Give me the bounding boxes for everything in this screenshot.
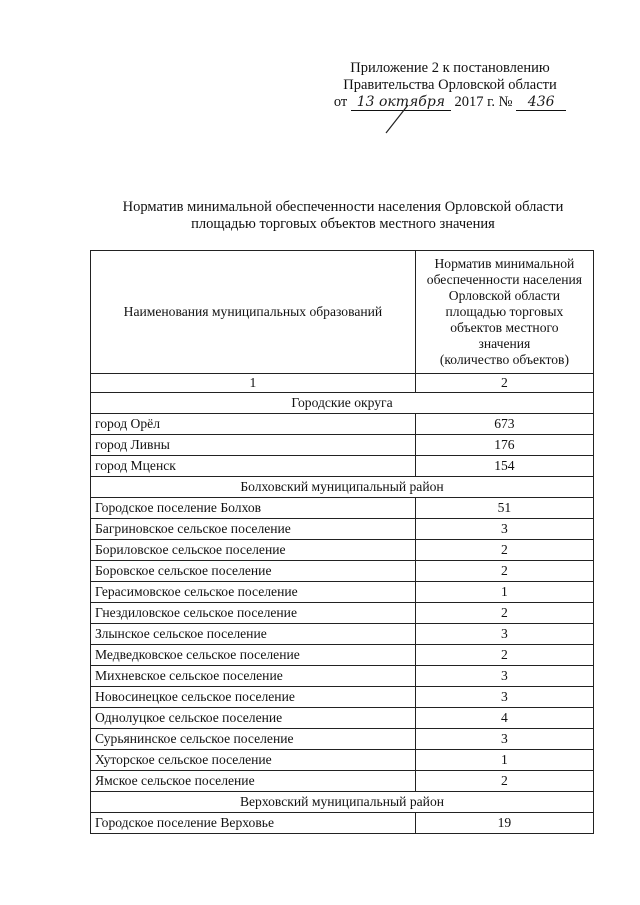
section-row xyxy=(91,792,594,813)
municipality-name: Однолуцкое сельское поселение xyxy=(91,708,416,729)
column-header-norm-line: обеспеченности населения xyxy=(426,272,583,287)
appendix-line-3 xyxy=(300,94,600,111)
table-row xyxy=(91,435,594,456)
table-row xyxy=(91,687,594,708)
table-row xyxy=(91,645,594,666)
norms-table xyxy=(90,250,594,834)
column-header-norm xyxy=(415,251,593,374)
column-header-norm-line: Орловской области xyxy=(448,288,561,303)
handwritten-date: 13 октября xyxy=(351,95,451,111)
table-row xyxy=(91,414,594,435)
norm-value: 176 xyxy=(415,435,593,456)
norm-value: 2 xyxy=(415,771,593,792)
column-number-2: 2 xyxy=(415,374,593,393)
table-row xyxy=(91,540,594,561)
table-header-row xyxy=(91,251,594,374)
table-row xyxy=(91,666,594,687)
municipality-name: Михневское сельское поселение xyxy=(91,666,416,687)
year-number-label: 2017 г. № xyxy=(454,94,513,110)
section-row xyxy=(91,393,594,414)
table-row xyxy=(91,771,594,792)
column-header-names: Наименования муниципальных образований xyxy=(91,251,416,374)
municipality-name: Хуторское сельское поселение xyxy=(91,750,416,771)
norm-value: 1 xyxy=(415,750,593,771)
municipality-name: Герасимовское сельское поселение xyxy=(91,582,416,603)
norm-value: 2 xyxy=(415,561,593,582)
table-row xyxy=(91,708,594,729)
column-header-norm-line: Норматив минимальной xyxy=(434,256,575,271)
table-row xyxy=(91,498,594,519)
norm-value: 1 xyxy=(415,582,593,603)
norm-value: 154 xyxy=(415,456,593,477)
municipality-name: Злынское сельское поселение xyxy=(91,624,416,645)
municipality-name: Багриновское сельское поселение xyxy=(91,519,416,540)
column-header-norm-line: объектов местного xyxy=(450,320,559,335)
table-row xyxy=(91,456,594,477)
norm-value: 19 xyxy=(415,813,593,834)
municipality-name: город Мценск xyxy=(91,456,416,477)
municipality-name: Сурьянинское сельское поселение xyxy=(91,729,416,750)
section-title: Городские округа xyxy=(91,393,594,414)
municipality-name: Медведковское сельское поселение xyxy=(91,645,416,666)
norm-value: 3 xyxy=(415,666,593,687)
signature-stroke xyxy=(382,103,412,137)
column-header-norm-line: значения xyxy=(478,336,531,351)
norm-value: 3 xyxy=(415,687,593,708)
date-prefix: от xyxy=(333,94,348,110)
norm-value: 2 xyxy=(415,540,593,561)
appendix-header xyxy=(300,60,600,111)
table-row xyxy=(91,750,594,771)
column-header-norm-line: (количество объектов) xyxy=(439,352,569,367)
column-header-norm-line: площадью торговых xyxy=(445,304,564,319)
document-title xyxy=(92,199,594,233)
norm-value: 3 xyxy=(415,729,593,750)
municipality-name: Городское поселение Верховье xyxy=(91,813,416,834)
title-line-2: площадью торговых объектов местного значения xyxy=(191,216,495,232)
municipality-name: Новосинецкое сельское поселение xyxy=(91,687,416,708)
norm-value: 4 xyxy=(415,708,593,729)
section-row xyxy=(91,477,594,498)
municipality-name: Боровское сельское поселение xyxy=(91,561,416,582)
appendix-line-2: Правительства Орловской области xyxy=(343,77,557,93)
norm-value: 2 xyxy=(415,645,593,666)
column-number-1: 1 xyxy=(91,374,416,393)
table-row xyxy=(91,561,594,582)
municipality-name: Бориловское сельское поселение xyxy=(91,540,416,561)
table-row xyxy=(91,519,594,540)
municipality-name: Гнездиловское сельское поселение xyxy=(91,603,416,624)
norm-value: 673 xyxy=(415,414,593,435)
table-row xyxy=(91,624,594,645)
norm-value: 3 xyxy=(415,519,593,540)
municipality-name: город Ливны xyxy=(91,435,416,456)
municipality-name: Ямское сельское поселение xyxy=(91,771,416,792)
appendix-line-1: Приложение 2 к постановлению xyxy=(350,60,550,76)
norm-value: 2 xyxy=(415,603,593,624)
municipality-name: Городское поселение Болхов xyxy=(91,498,416,519)
table-row xyxy=(91,729,594,750)
column-number-row xyxy=(91,374,594,393)
title-line-1: Норматив минимальной обеспеченности населения Орловской области xyxy=(122,199,564,215)
norm-value: 51 xyxy=(415,498,593,519)
section-title: Верховский муниципальный район xyxy=(91,792,594,813)
table-row xyxy=(91,582,594,603)
table-row xyxy=(91,813,594,834)
handwritten-number: 436 xyxy=(516,95,566,111)
table-row xyxy=(91,603,594,624)
norm-value: 3 xyxy=(415,624,593,645)
section-title: Болховский муниципальный район xyxy=(91,477,594,498)
municipality-name: город Орёл xyxy=(91,414,416,435)
